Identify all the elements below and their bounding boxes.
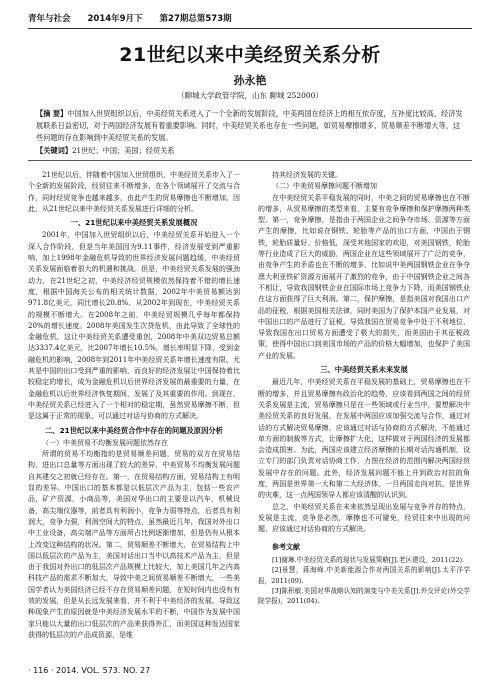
subsection-heading: （一）中美贸易不均衡发展问题依然存在: [42, 438, 168, 447]
body-paragraph: 在中美经贸关系平稳发展的同时，中美之间的贸易摩擦也在不断的增多，从贸易摩擦的类型来看，主要有竞争摩擦和保护摩擦两种类型。第一，竞争摩擦，是指由于两国企业之间争夺市场、资源等方面产生的摩擦，比如说在钢铁、轮胎等产品的出口方面，中国由于钢铁，轮胎质量好、价格低，深受其他国家的欢迎，对美国钢铁，轮胎等行业造成了巨大的威胁，两国企业在这些领域展开了广泛的竞争，由竞争产生的矛盾也在不断的增多，比如说中美两国钢铁企业在争夺澳大利亚铁矿资源方面展开了激烈的竞争，由于中国钢铁企业之间各不相让，导致我国钢铁企业在国际市场上竞争力下降，而美国钢铁业在这方面获得了巨大利润。第二，保护摩擦，是指美国对我国出口产品的征税，根据美国相关法律，同时美国为了保护本国产业发展，对中国出口的产品进行了征税，导致我国在贸易竞争中处于不利地位，导致我国在出口贸易方面遭受了极大的损失，而美国由于其征税政策，使得中国出口到美国市场的产品的价格大幅增加，也保护了美国产业的发展。: [258, 193, 470, 360]
journal-header: [28, 12, 472, 26]
body-paragraph: 21世纪以后，伴随着中国加入世贸组织，中美经贸关系步入了一个全新的发展阶段，经贸往来不断增多，在各个领域展开了交流与合作，同时经贸竞争也越来越多，由此产生的贸易摩擦也不断增加。因此，从21世纪以来中美经贸关系发展进行详细的分析。: [28, 171, 240, 213]
left-column: [28, 170, 240, 660]
section-divider: [28, 160, 472, 161]
section-heading: 二、21世纪以来中美经贸合作中存在的问题及原因分析: [45, 425, 223, 435]
keywords-text: 21世纪；中国；美国；经贸关系: [71, 146, 175, 155]
right-column: [258, 170, 470, 660]
author-affiliation: （聊城大学政管学院，山东 聊城 252000）: [177, 91, 323, 100]
abstract: [36, 108, 464, 144]
reference-item: [2]景慧，蒋海峰.中美新能源合作对两国关系的影响[J].太平洋学报，2011(09).: [258, 566, 470, 585]
keywords: [36, 146, 464, 156]
reference-item: [3]陈积敏.美国对华战略认知的演变与中美关系[J].外交评论(外交学院学报)，2011(04).: [258, 587, 470, 606]
subsection-heading: （二）中美贸易摩擦问题不断增加: [272, 182, 377, 191]
reference-item: [1]谢琳.中美经贸关系的现状与发展策略[J].老区建设，2011(22).: [272, 555, 465, 564]
references-heading: 参考文献: [272, 542, 300, 551]
body-paragraph: 所谓的贸易不均衡指的是贸易顺差问题，贸易的双方在贸易结构，进出口总量等方面出现了较大的差异，中美贸易不均衡发展问题自其建交之初就已经存在。第一，在贸易结构方面，贸易结构上有明显的差异。中国出口的基本都是以低层次产品为主，包括一些农产品，矿产资源，小商品等，美国对华出口的主要是以汽车，机械设备，高尖端仪器等，前者具有利润小，竞争力弱等特点，后者具有利润大，竞争力强，利润空间大的特点，虽然最近几年，我国对外出口中工业设备，高尖端产品等方面所占比例逐渐增加，但是仍有从根本上改变这种结构的状况。第二，贸易顺差不断增大，在贸易结构上中国以低层次的产品为主，美国对话出口当中以高技术产品为主，但是由于我国对外出口的低层次产品规模上比较大，加上美国几年之内高科技产品的需求不断加大，导致中美之间贸易顺差不断增大，一些美国学者认为美国经济已经不存在贸易顺差问题，在短时间内也没有有效的发展，但是从长远发展来看，并不利于中美经济的发展。导致这种现象产生的原因就是中美经济发展水平的不断，中国作为发展中国家只能以大量的出口低层次的产品来获得外汇，而美国这种发达国家获得的低层次的产品成资源，是维: [28, 450, 240, 639]
header-rule: [28, 28, 472, 29]
section-heading: 三、中美经贸关系未来发展: [320, 365, 408, 375]
body-paragraph: 总之，中美经贸关系在未来依然呈现出发展与竞争并存的特点，发展是主流，竞争是必然，摩擦也不可避免，经贸往来中出现的问题，应该通过对话协商的方式解决。: [258, 502, 470, 534]
article-title: 21世纪以来中美经贸关系分析: [119, 44, 381, 66]
journal-issue: 第27期总第573期: [159, 14, 232, 24]
body-paragraph: 持其经济发展的关键。: [272, 171, 342, 179]
abstract-label: 【摘 要】: [36, 109, 68, 118]
journal-date: 2014年9月下: [87, 14, 143, 24]
article-author: 孙永艳: [233, 74, 267, 87]
page-footer: · 116 · 2014. VOL. 573. NO. 27: [28, 666, 151, 675]
body-paragraph: 2001年，中国加入世贸组织以后，中美经贸关系开始进入一个深入合作阶段，但是当年美国因为9.11事件，经济发展受到严重影响，加上1998年金融危机导致的世界经济发展问题趋缓，中美经贸关系发展面临着很大的机遇和挑战。但是，中美经贸关系发展的强劲动力，在21世纪之初，中美经济经贸规模依然保持着不错的增长速度，根据中国海关公布的相关统计数据，2002年中美贸易额达到971.8亿美元，同比增长20.8%。从2002年到现在，中美经贸关系的规模不断增大。在2008年之前，中美经贸规模几乎每年都保持20%的增长速度。2008年美国发生次贷危机，由此导致了全球性的金融危机，这让中美经贸关系遭受重创，2008年中美双边贸易总额达3337.4亿美元，比2007年增长10.5%，增长率明显下降，受到金融危机的影响，2008年到2011年中美经贸关系年增长速度有限。尤其是中国的出口受到严重的影响，而良好的经济发展让中国保持着比较稳定的增长，成为金融危机以后世界经济发展的最重要的力量，在金融危机以后世界经济恢复期间，发展了及其重要的作用。到现在，中美经贸关系已经进入了一个相对的稳定期，虽然贸易摩擦不断，但是这属于正常的现象，可以通过对话与协商的方式解决。: [28, 231, 240, 421]
journal-name: 青年与社会: [28, 14, 71, 24]
body-paragraph: 最近几年，中美经贸关系在平稳发展的基础上，贸易摩擦也在不断的增多，并且贸易摩擦有政治化的趋势，应该看到两国之间的经贸关系发展是主流，贸易摩擦只是在一些领域或行业当中，要想解决中美经贸关系的良好发展，在发展中两国应该加强交流与合作，通过对话的方式解决贸易摩擦，应该通过对话与协商的方式解决，不能通过单方面的制裁等方式，让摩擦扩大化，这样做对于两国经济的发展都会造成损害。为此，两国应该建立经济摩擦的长期对话沟通机制，设立专门的部门负责对话协商工作，力图在经济的范围内解决两国经贸发展中存在的问题。此外，经济发展问题不能上升到政治对抗的角度，两国是世界第一大和第二大经济体，一旦两国走向对抗，是世界的灾难，这一点两国领导人都应该清醒的认识到。: [258, 378, 470, 500]
section-heading: 一、21世纪以来中美经贸关系发展概况: [70, 218, 198, 228]
abstract-text: 中国加入世贸组织以后，中美经贸关系进入了一个全新的发展阶段，中美两国在经济上的相互依存度，互补度比较高，经济发展联系日益密切，对于两国经济发展有着重要影响。同时，中美经贸关系也存在一些问题，如贸易摩擦增多、贸易顺差不断增大等，这些问题的存在影响到中美经贸关系的发展。: [36, 109, 463, 142]
keywords-label: 【关键词】: [36, 146, 72, 155]
